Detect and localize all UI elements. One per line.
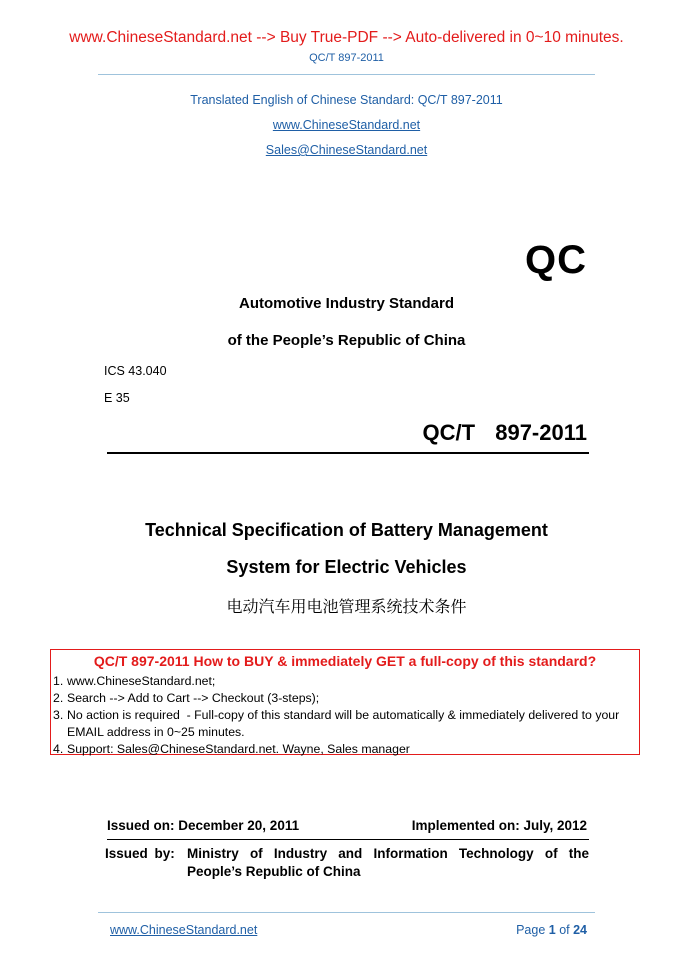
list-item [51, 741, 639, 758]
ics-code: ICS 43.040 [104, 364, 167, 378]
list-item [51, 690, 639, 707]
top-banner[interactable]: www.ChineseStandard.net --> Buy True-PDF --> Auto-delivered in 0~10 minutes. [69, 29, 624, 46]
page-word: Page [516, 923, 549, 937]
standard-number: QC/T 897-2011 [422, 420, 587, 445]
header-code: QC/T 897-2011 [309, 52, 384, 64]
e-code: E 35 [104, 391, 130, 405]
page-total: 24 [573, 923, 587, 937]
list-number: 3. [53, 708, 64, 722]
title-rule [107, 452, 589, 454]
list-number: 4. [53, 742, 64, 756]
doc-title-chinese: 电动汽车用电池管理系统技术条件 [226, 599, 467, 616]
list-text: Search --> Add to Cart --> Checkout (3-steps); [67, 691, 320, 705]
footer-divider [98, 912, 595, 913]
list-text: Support: Sales@ChineseStandard.net. Wayne, Sales manager [67, 742, 410, 756]
list-item [51, 673, 639, 690]
buy-box-heading: QC/T 897-2011 How to BUY & immediately GET a full-copy of this standard? [93, 653, 597, 669]
email-link[interactable]: Sales@ChineseStandard.net [265, 143, 428, 157]
page-of: of [555, 923, 574, 937]
website-link[interactable]: www.ChineseStandard.net [272, 118, 421, 132]
standard-type-line1: Automotive Industry Standard [238, 295, 455, 312]
issued-by-line1: Ministry of Industry and Information Technology of the [187, 846, 589, 861]
doc-title-line1: Technical Specification of Battery Management [145, 520, 548, 540]
list-item [51, 707, 639, 741]
standard-type-line2: of the People’s Republic of China [227, 332, 466, 349]
page-number [516, 923, 587, 937]
list-text: www.ChineseStandard.net; [67, 674, 216, 688]
standard-mark: QC [525, 238, 587, 282]
page-current: 1 [548, 923, 556, 937]
issued-by-line2: People’s Republic of China [187, 864, 361, 879]
header-divider [98, 74, 595, 75]
issued-by-label: Issued by: [105, 846, 175, 861]
list-number: 1. [53, 674, 64, 688]
doc-title-line2: System for Electric Vehicles [226, 557, 467, 577]
buy-info-box [50, 649, 640, 755]
translated-line: Translated English of Chinese Standard: QC/T 897-2011 [190, 93, 503, 107]
issued-on: Issued on: December 20, 2011 [107, 818, 300, 833]
footer-website-link[interactable]: www.ChineseStandard.net [110, 923, 258, 937]
list-number: 2. [53, 691, 64, 705]
buy-steps-list [51, 673, 639, 758]
issue-rule [107, 839, 589, 840]
implemented-on: Implemented on: July, 2012 [411, 818, 587, 833]
list-text: No action is required - Full-copy of this standard will be automatically & immediately delivered to your EMAIL address in 0~25 minutes. [67, 708, 623, 739]
